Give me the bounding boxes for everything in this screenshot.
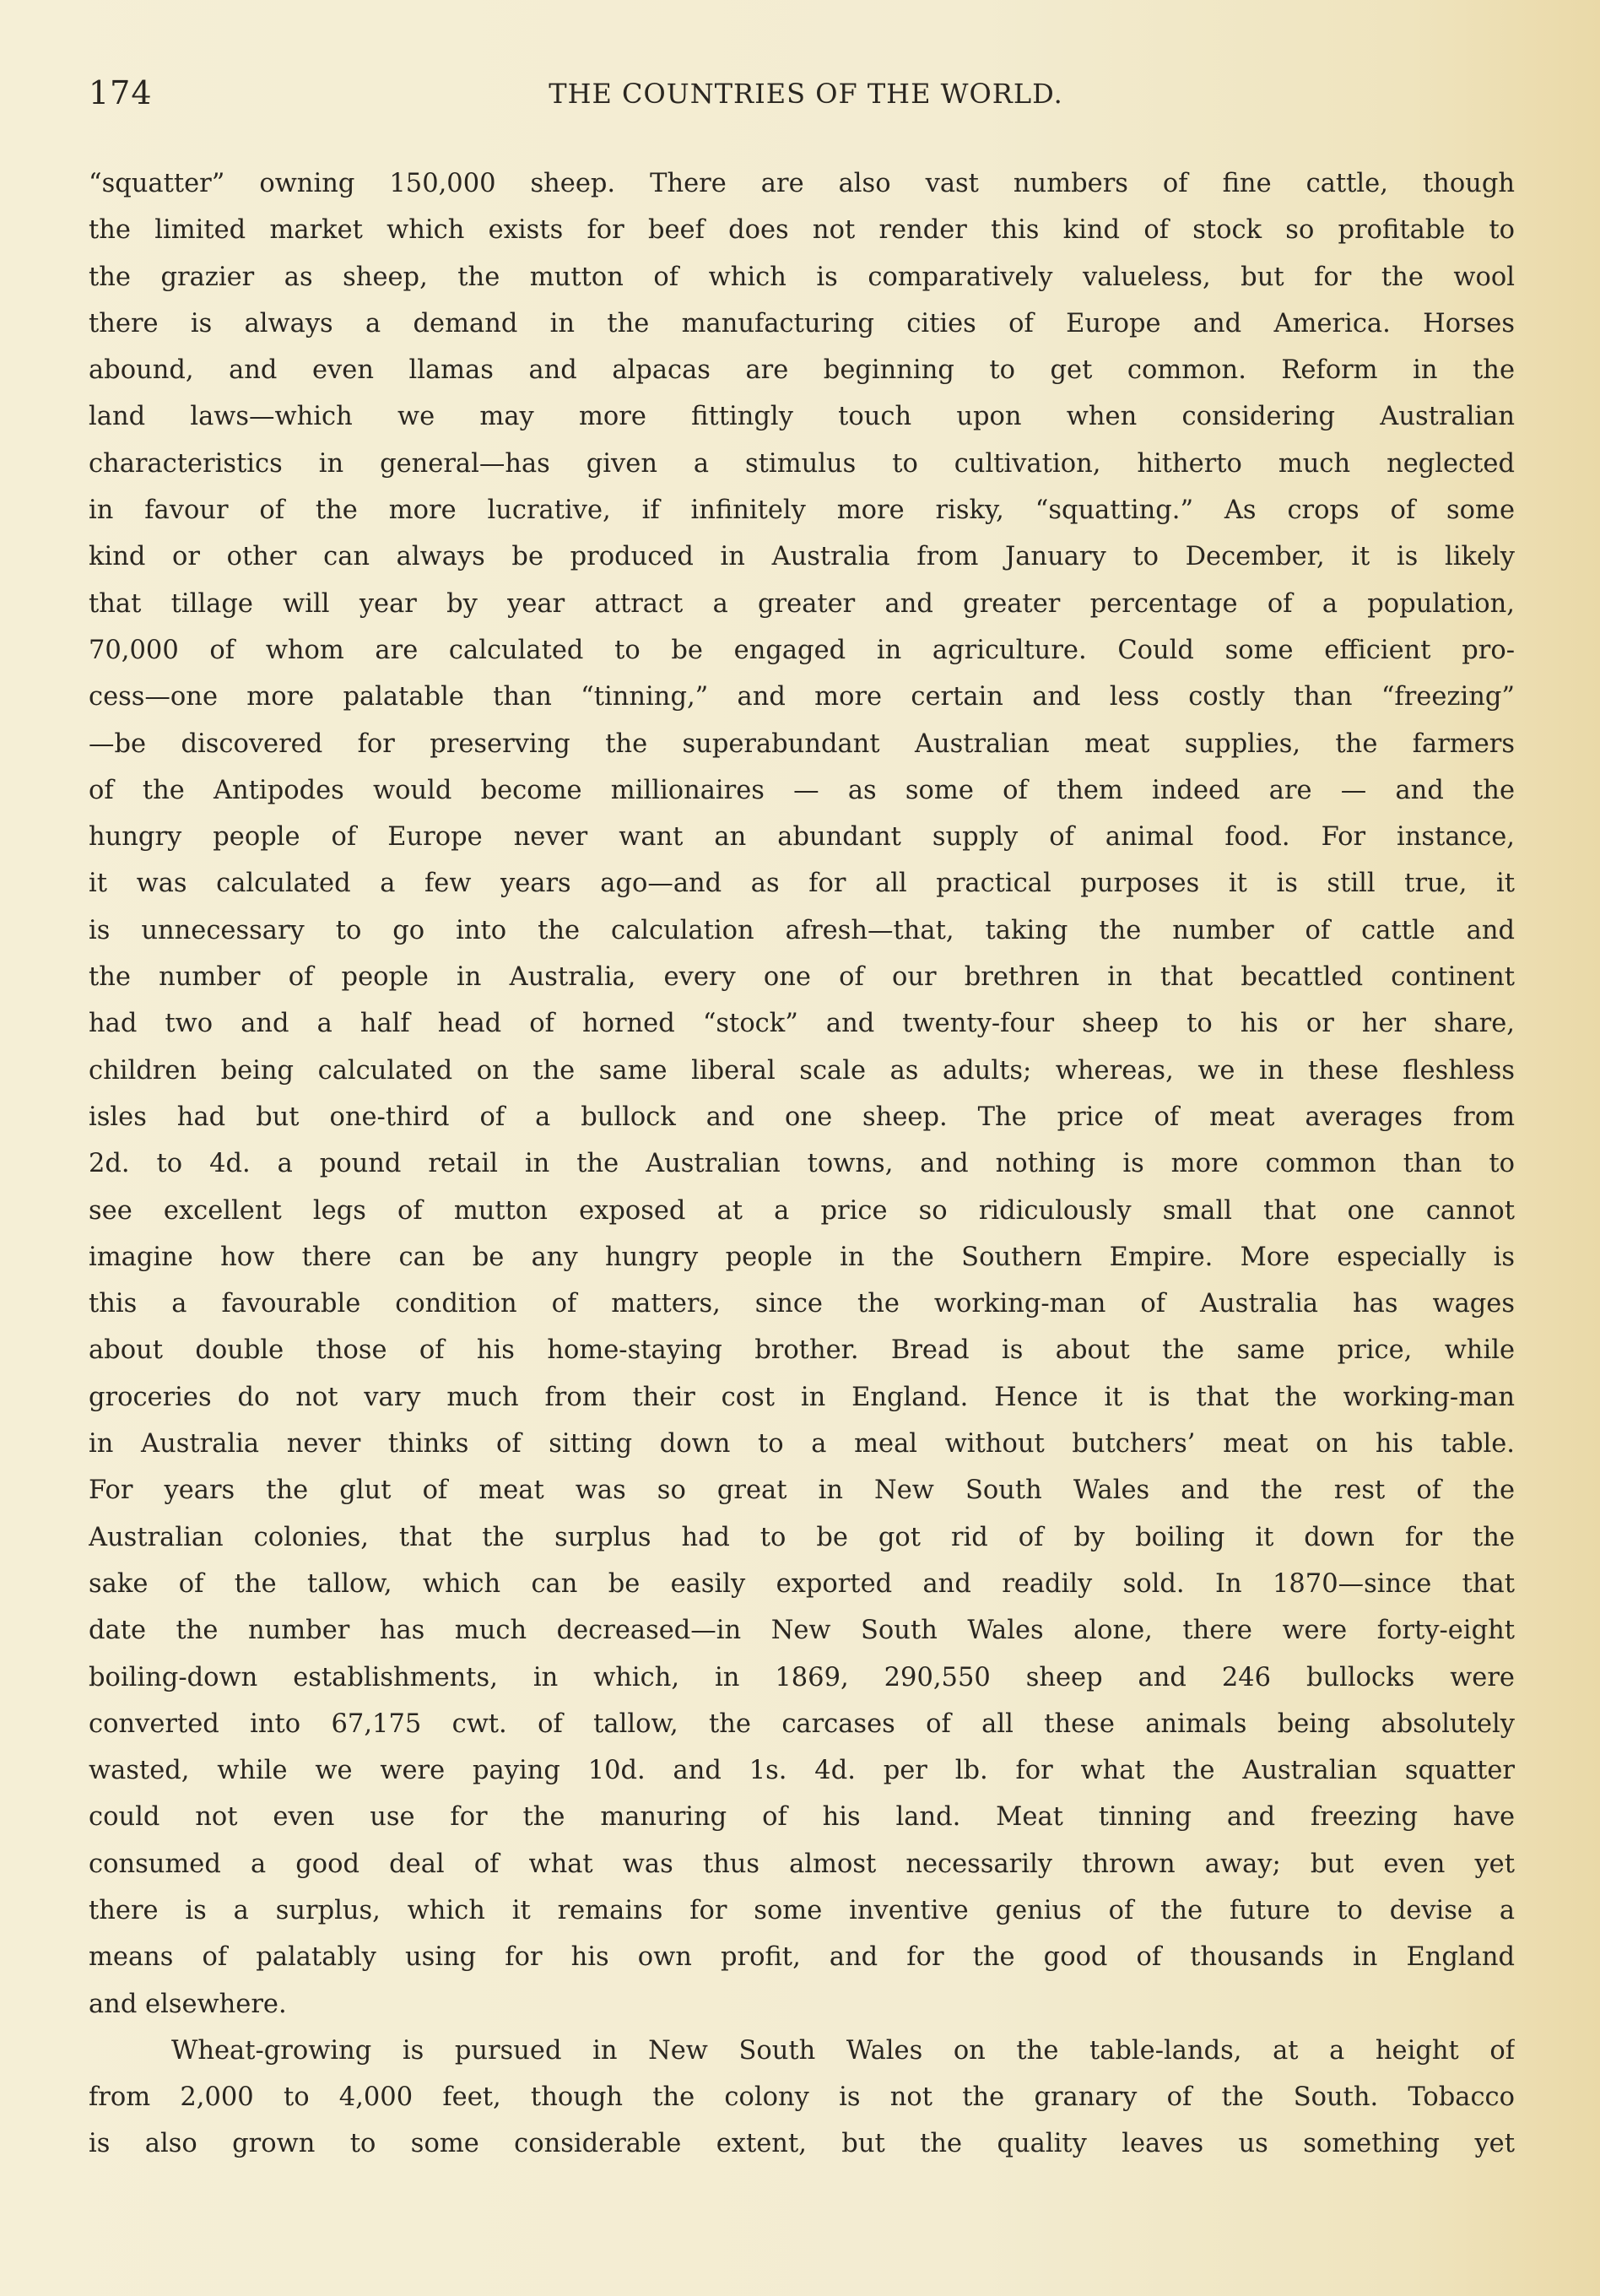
text-line: from 2,000 to 4,000 feet, though the colony is not the granary of the South. Tobacco [89, 2082, 1515, 2113]
page-number: 174 [89, 74, 153, 111]
text-line: date the number has much decreased—in New South Wales alone, there were forty-eight [89, 1616, 1515, 1646]
text-line: Australian colonies, that the surplus had to be got rid of by boiling it down for the [89, 1522, 1515, 1552]
text-line: see excellent legs of mutton exposed at a price so ridiculously small that one cannot [89, 1195, 1515, 1226]
text-line: imagine how there can be any hungry people in the Southern Empire. More especially is [89, 1242, 1515, 1272]
text-line: —be discovered for preserving the superabundant Australian meat supplies, the farmers [89, 728, 1515, 759]
text-line: it was calculated a few years ago—and as for all practical purposes it is still true, it [89, 869, 1515, 899]
text-line: children being calculated on the same liberal scale as adults; whereas, we in these fleshless [89, 1055, 1515, 1086]
text-line: is unnecessary to go into the calculation afresh—that, taking the number of cattle and [89, 915, 1515, 945]
text-line: Wheat-growing is pursued in New South Wales on the table-lands, at a height of [171, 2035, 1515, 2066]
text-line: converted into 67,175 cwt. of tallow, the carcases of all these animals being absolutely [89, 1708, 1515, 1739]
text-line: cess—one more palatable than “tinning,” and more certain and less costly than “freezing” [89, 682, 1515, 712]
text-line: 70,000 of whom are calculated to be engaged in agriculture. Could some efficient pro- [89, 635, 1515, 665]
text-line: isles had but one-third of a bullock and one sheep. The price of meat averages from [89, 1102, 1515, 1132]
text-line: about double those of his home-staying brother. Bread is about the same price, while [89, 1335, 1515, 1366]
text-line: this a favourable condition of matters, since the working-man of Australia has wages [89, 1289, 1515, 1319]
text-line: and elsewhere. [89, 1989, 287, 2019]
text-line: “squatter” owning 150,000 sheep. There are also vast numbers of fine cattle, though [89, 169, 1515, 198]
text-line: the grazier as sheep, the mutton of which is comparatively valueless, but for the wool [89, 262, 1515, 292]
text-line: 2d. to 4d. a pound retail in the Australian towns, and nothing is more common than to [89, 1149, 1515, 1179]
body-text [89, 160, 1515, 2168]
text-line: the limited market which exists for beef does not render this kind of stock so profitable to [89, 215, 1515, 246]
running-title: THE COUNTRIES OF THE WORLD. [549, 78, 1063, 110]
text-line: groceries do not vary much from their cost in England. Hence it is that the working-man [89, 1382, 1515, 1412]
text-line: is also grown to some considerable extent, but the quality leaves us something yet [89, 2129, 1515, 2159]
text-line: kind or other can always be produced in Australia from January to December, it is likely [89, 542, 1515, 572]
text-line: boiling-down establishments, in which, in 1869, 290,550 sheep and 246 bullocks were [89, 1662, 1515, 1692]
text-line: in favour of the more lucrative, if infinitely more risky, “squatting.” As crops of some [89, 495, 1515, 526]
page-header [89, 74, 1523, 125]
text-line: abound, and even llamas and alpacas are beginning to get common. Reform in the [89, 355, 1515, 386]
text-line: there is a surplus, which it remains for some inventive genius of the future to devise a [89, 1895, 1515, 1925]
text-line: had two and a half head of horned “stock” and twenty-four sheep to his or her share, [89, 1009, 1515, 1039]
text-line: in Australia never thinks of sitting down to a meal without butchers’ meat on his table. [89, 1429, 1515, 1459]
text-line: characteristics in general—has given a stimulus to cultivation, hitherto much neglected [89, 448, 1515, 479]
text-line: land laws—which we may more fittingly touch upon when considering Australian [89, 402, 1515, 432]
text-line: the number of people in Australia, every one of our brethren in that becattled continent [89, 962, 1515, 993]
text-line: means of palatably using for his own profit, and for the good of thousands in England [89, 1942, 1515, 1973]
text-line: wasted, while we were paying 10d. and 1s. 4d. per lb. for what the Australian squatter [89, 1756, 1515, 1786]
text-line: hungry people of Europe never want an abundant supply of animal food. For instance, [89, 822, 1515, 853]
text-line: there is always a demand in the manufacturing cities of Europe and America. Horses [89, 308, 1515, 338]
text-line: consumed a good deal of what was thus almost necessarily thrown away; but even yet [89, 1849, 1515, 1879]
text-line: of the Antipodes would become millionaires — as some of them indeed are — and the [89, 775, 1515, 805]
text-line: sake of the tallow, which can be easily exported and readily sold. In 1870—since that [89, 1568, 1515, 1599]
text-line: that tillage will year by year attract a greater and greater percentage of a population, [89, 588, 1515, 619]
text-line: could not even use for the manuring of his land. Meat tinning and freezing have [89, 1802, 1515, 1833]
text-line: For years the glut of meat was so great in New South Wales and the rest of the [89, 1476, 1515, 1506]
